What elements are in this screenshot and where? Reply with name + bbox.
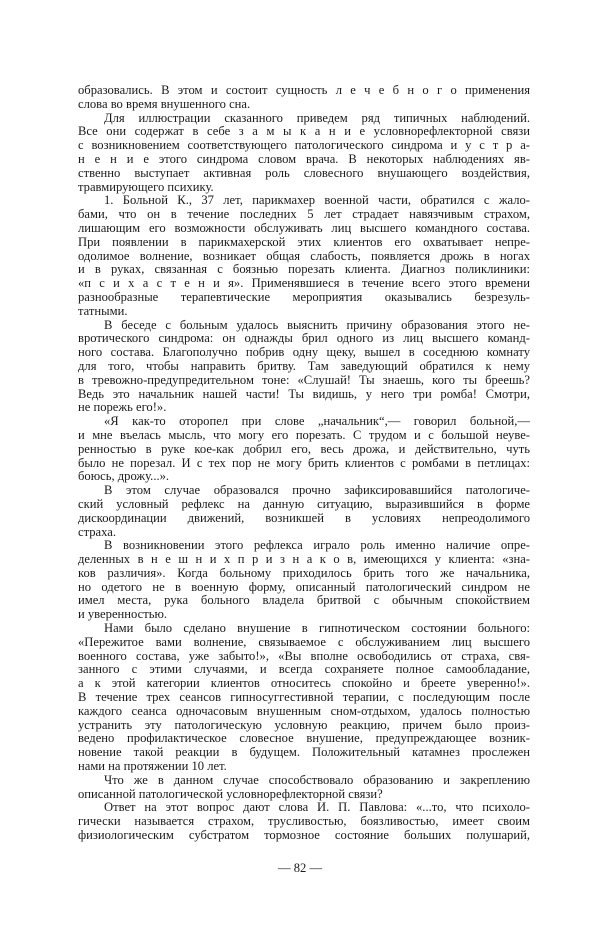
text-line: н е н и е этого синдрома словом врача. В некоторых наблюдениях яв-: [78, 151, 530, 166]
text-line: занного с этими случаями, и всегда сохраняете полное самообладание,: [78, 662, 530, 677]
text-line: описанной патологической условнорефлекторной связи?: [78, 786, 383, 801]
text-line: было не порезал. И с тех пор не могу брить клиентов с ромбами в петлицах:: [78, 455, 530, 470]
text-line: имел места, рука больного владела бритвой с обычным спокойствием: [78, 593, 530, 608]
text-line: ственно выступает активная роль словесного внушающего воздействия,: [78, 165, 530, 180]
text-line: ренностью в руке кое-как добрил его, весь дрожа, и действительно, чуть: [78, 441, 530, 456]
text-line: бами, что он в течение последних 5 лет страдает навязчивым страхом,: [78, 207, 530, 222]
text-line: но одетого не в военную форму, описанный патологический синдром не: [78, 579, 530, 594]
text-line: гически называется страхом, трусливостью, боязливостью, имеет своим: [78, 814, 530, 829]
text-line: деленных в н е ш н и х п р и з н а к о в, имеющихся у клиента: «зна-: [78, 552, 530, 567]
text-line: в тревожно-предупредительном тоне: «Слушай! Ты знаешь, кого ты бреешь?: [78, 372, 530, 387]
text-line: военного состава, уже забыто!», «Вы вполне освободились от страха, свя-: [78, 648, 530, 663]
text-line: «Я как-то оторопел при слове „начальник“,— говорил больной,—: [104, 414, 530, 429]
text-line: Для иллюстрации сказанного приведем ряд типичных наблюдений.: [104, 110, 530, 125]
text-line: Ведь это начальник нашей части! Ты видишь, у него три ромба! Смотри,: [78, 386, 530, 401]
text-line: а к этой категории клиентов относитесь спокойно и бреете уверенно!».: [78, 676, 530, 691]
text-line: слова во время внушенного сна.: [78, 96, 251, 111]
text-line: физиологическим субстратом тормозное состояние больших полушарий,: [78, 828, 530, 843]
text-line: боюсь, дрожу...».: [78, 469, 170, 484]
text-line: лишающим его возможности обслуживать лиц высшего командного состава.: [78, 220, 530, 235]
text-line: В течение трех сеансов гипносуггестивной терапии, с последующим после: [78, 690, 530, 705]
text-line: одолимое волнение, возникает общая слабость, появляется дрожь в ногах: [78, 248, 530, 263]
text-line: страха.: [78, 524, 117, 539]
text-line: каждого сеанса одночасовым внушенным сном-отдыхом, удалось полностью: [78, 703, 530, 718]
text-line: образовались. В этом и состоит сущность л е ч е б н о г о применения: [78, 83, 530, 97]
document-body: [78, 84, 530, 843]
text-line: нами на протяжении 10 лет.: [78, 759, 227, 774]
text-line: для того, чтобы направить бритву. Там заведующий обратился к нему: [78, 358, 530, 373]
text-line: новение такой реакции в будущем. Положительный катамнез прослежен: [78, 745, 530, 760]
text-line: и в руках, связанная с боязнью порезать клиента. Диагноз поликлиники:: [78, 262, 530, 277]
text-line: ков различия». Когда больному приходилось брить того же начальника,: [78, 565, 530, 580]
text-line: 1. Больной К., 37 лет, парикмахер военной части, обратился с жало-: [104, 193, 530, 208]
text-line: травмирующего психику.: [78, 179, 214, 194]
text-line: В беседе с больным удалось выяснить причину образования этого не-: [104, 317, 530, 332]
text-line: В этом случае образовался прочно зафиксировавшийся патологиче-: [104, 483, 530, 498]
text-line: разнообразные терапевтические мероприятия оказывались безрезуль-: [78, 289, 530, 304]
text-line: ский условный рефлекс на данную ситуацию, выразившийся в форме: [78, 496, 530, 511]
text-line: «п с и х а с т е н и я». Применявшиеся в течение всего этого времени: [78, 276, 530, 291]
text-line: Что же в данном случае способствовало образованию и закреплению: [104, 772, 530, 787]
text-line: и мне въелась мысль, что могу его порезать. С трудом и с большой неуве-: [78, 427, 530, 442]
text-line: татными.: [78, 303, 128, 318]
text-line: не порежь его!».: [78, 400, 167, 415]
text-line: вротического синдрома: он однажды брил одного из лиц высшего команд-: [78, 331, 530, 346]
page-number: — 82 —: [277, 861, 323, 875]
text-line: При появлении в парикмахерской этих клиентов его охватывает непре-: [78, 234, 530, 249]
text-line: В возникновении этого рефлекса играло роль именно наличие опре-: [104, 538, 530, 553]
text-line: ного состава. Благополучно побрив одну щеку, вышел в соседнюю комнату: [78, 345, 530, 360]
text-line: устранить эту патологическую условную реакцию, причем было произ-: [78, 717, 530, 732]
text-line: дискоординации движений, возникшей в условиях непреодолимого: [78, 510, 530, 525]
text-line: Все они содержат в себе з а м ы к а н и е условнорефлекторной связи: [78, 124, 530, 139]
text-line: Нами было сделано внушение в гипнотическом состоянии больного:: [104, 621, 530, 636]
text-line: с возникновением соответствующего патологического синдрома и у с т р а-: [78, 138, 530, 153]
text-line: ведено профилактическое словесное внушение, предупреждающее возник-: [78, 731, 530, 746]
text-line: «Пережитое вами волнение, связываемое с обслуживанием лиц высшего: [78, 634, 530, 649]
text-line: и уверенностью.: [78, 607, 168, 622]
text-line: Ответ на этот вопрос дают слова И. П. Павлова: «...то, что психоло-: [104, 800, 530, 815]
